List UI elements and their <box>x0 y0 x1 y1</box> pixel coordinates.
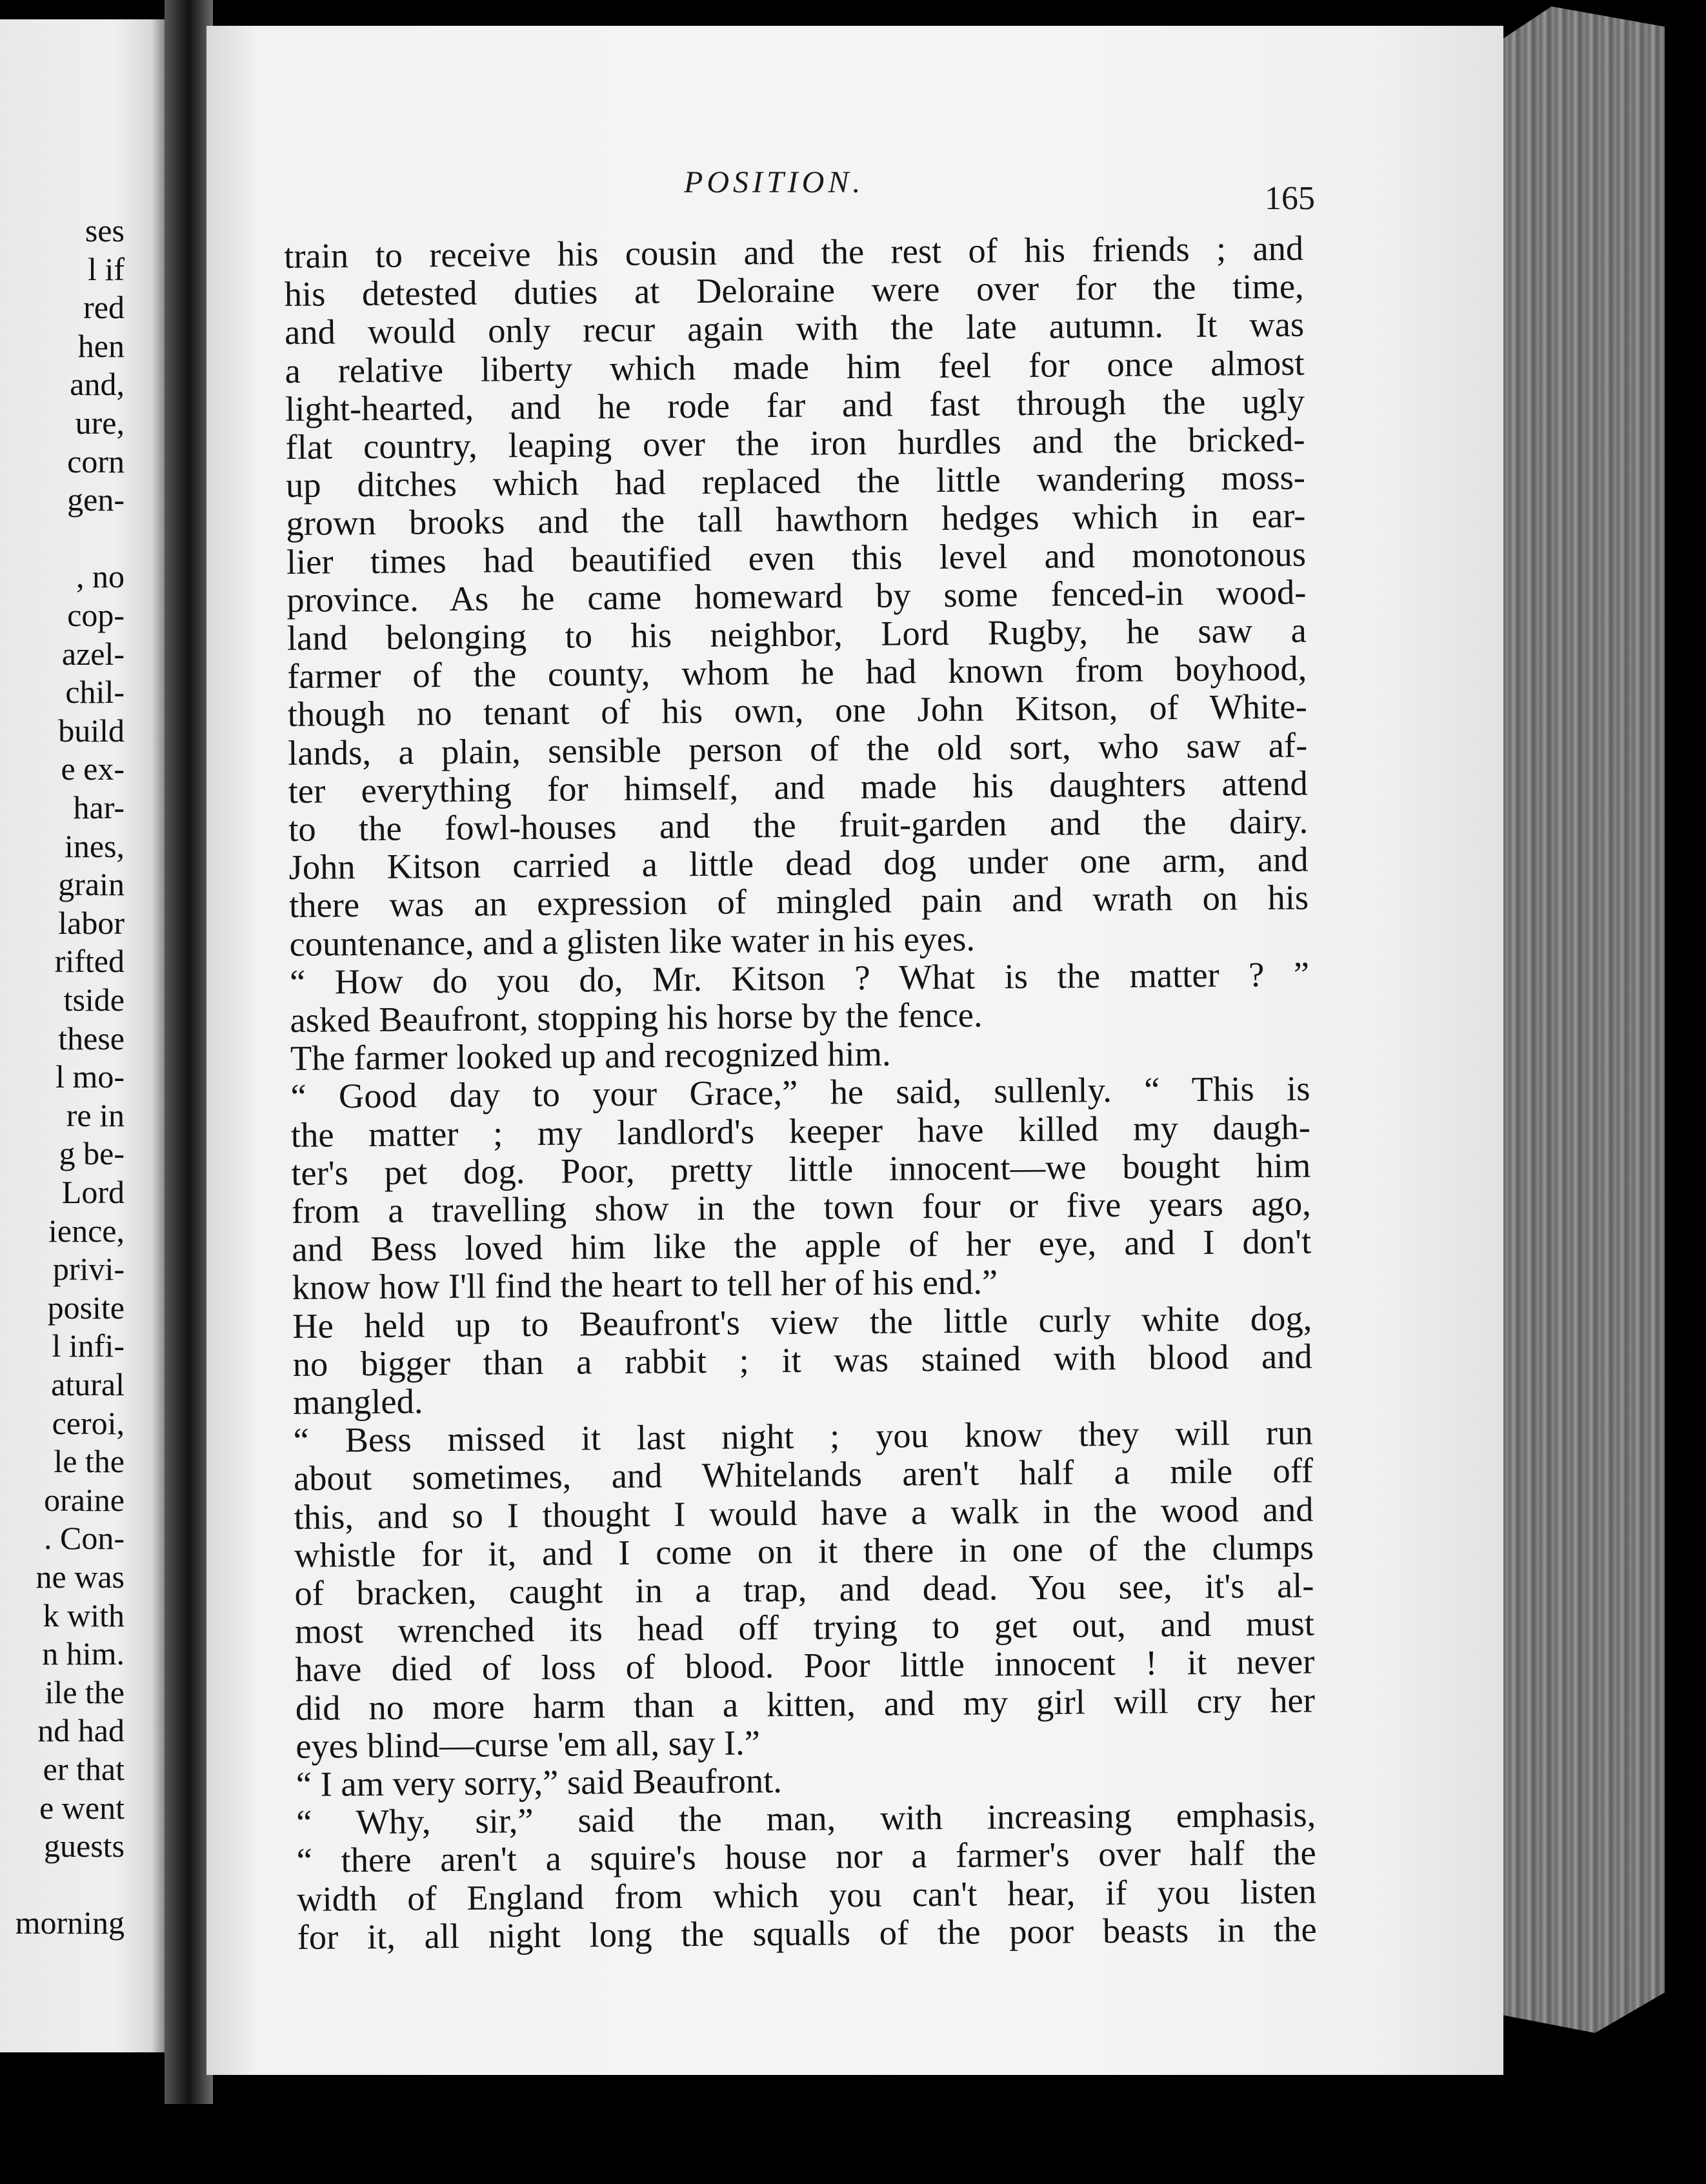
previous-page-line: azel- <box>61 635 125 672</box>
previous-page-line: these <box>58 1020 125 1057</box>
text-line: the matter ; my landlord's keeper have killed my daugh- <box>290 1107 1311 1155</box>
text-line: whistle for it, and I come on it there in one of the clumps <box>294 1527 1314 1575</box>
text-line: The farmer looked up and recognized him. <box>290 1033 891 1078</box>
previous-page-line: posite <box>47 1289 125 1326</box>
previous-page-line: corn <box>67 443 125 480</box>
previous-page-line: e ex- <box>61 751 125 787</box>
previous-page-line: er that <box>43 1751 125 1787</box>
previous-page-line: tside <box>63 982 125 1018</box>
text-line: ter everything for himself, and made his daughters attend <box>288 763 1308 811</box>
previous-page-line: oraine <box>44 1481 125 1518</box>
previous-page <box>0 19 165 2052</box>
text-line: there was an expression of mingled pain and wrath on his <box>288 877 1309 925</box>
previous-page-line: n him. <box>42 1635 125 1672</box>
page-number: 165 <box>1265 180 1315 217</box>
text-line: width of England from which you can't hear, if you listen <box>296 1871 1317 1919</box>
previous-page-line: hen <box>77 327 125 364</box>
previous-page-line: re in <box>66 1097 125 1133</box>
previous-page-line: chil- <box>65 674 125 711</box>
text-line: land belonging to his neighbor, Lord Rugby, he saw a <box>286 610 1307 658</box>
previous-page-line: ne was <box>35 1559 125 1595</box>
text-line: know how I'll find the heart to tell her of his end.” <box>292 1262 998 1308</box>
previous-page-line: guests <box>44 1828 125 1865</box>
previous-page-line: gen- <box>67 481 125 518</box>
text-line: have died of loss of blood. Poor little innocent ! it never <box>295 1641 1315 1690</box>
previous-page-line: ines, <box>64 827 125 864</box>
text-line: “ Bess missed it last night ; you know they will run <box>293 1412 1313 1461</box>
previous-page-line: . Con- <box>44 1520 125 1557</box>
text-line: for it, all night long the squalls of the poor beasts in the <box>297 1909 1317 1957</box>
previous-page-line: ses <box>85 212 125 248</box>
previous-page-line: le the <box>54 1443 125 1480</box>
text-line: mangled. <box>292 1381 423 1422</box>
previous-page-line: Lord <box>61 1174 125 1210</box>
text-line: light-hearted, and he rode far and fast through the ugly <box>285 381 1305 429</box>
previous-page-line: har- <box>73 789 125 825</box>
text-line: about sometimes, and Whitelands aren't half a mile off <box>293 1450 1314 1499</box>
previous-page-line: labor <box>58 904 125 941</box>
page-fore-edge <box>1490 6 1665 2033</box>
previous-page-line: rifted <box>54 943 125 980</box>
text-line: though no tenant of his own, one John Kitson, of White- <box>287 686 1307 734</box>
previous-page-line: red <box>83 289 125 326</box>
text-line: “ Good day to your Grace,” he said, sullenly. “ This is <box>290 1068 1310 1117</box>
previous-page-line: grain <box>58 866 125 903</box>
text-line: countenance, and a glisten like water in his eyes. <box>289 918 976 964</box>
text-line: most wrenched its head off trying to get out, and must <box>294 1603 1315 1652</box>
text-line: up ditches which had replaced the little wandering moss- <box>285 457 1306 505</box>
previous-page-line: atural <box>51 1366 125 1402</box>
text-line: ter's pet dog. Poor, pretty little innocent—we bought him <box>291 1145 1311 1193</box>
running-head: POSITION. <box>684 165 865 199</box>
text-line: asked Beaufront, stopping his horse by the fence. <box>290 995 983 1040</box>
text-line: John Kitson carried a little dead dog under one arm, and <box>288 839 1309 887</box>
previous-page-line: k with <box>43 1597 125 1633</box>
previous-page-line: g be- <box>59 1135 125 1172</box>
previous-page-line: ience, <box>48 1212 125 1249</box>
previous-page-line: ile the <box>45 1673 125 1710</box>
previous-page-line: cop- <box>67 597 125 633</box>
text-line: grown brooks and the tall hawthorn hedges which in ear- <box>286 495 1306 543</box>
text-line: this, and so I thought I would have a walk in the wood and <box>294 1489 1314 1537</box>
text-line: “ Why, sir,” said the man, with increasing emphasis, <box>296 1794 1316 1843</box>
text-line: province. As he came homeward by some fenced-in wood- <box>286 572 1307 620</box>
text-line: lands, a plain, sensible person of the old sort, who saw af- <box>288 725 1308 773</box>
text-line: flat country, leaping over the iron hurdles and the bricked- <box>285 419 1305 467</box>
text-line: “ How do you do, Mr. Kitson ? What is the matter ? ” <box>289 954 1310 1002</box>
text-line: did no more harm than a kitten, and my girl will cry her <box>295 1680 1316 1728</box>
text-line: of bracken, caught in a trap, and dead. You see, it's al- <box>294 1565 1314 1613</box>
text-line: from a travelling show in the town four or five years ago, <box>291 1183 1312 1231</box>
previous-page-line: , no <box>76 558 125 595</box>
book-gutter <box>165 0 213 2104</box>
text-line: to the fowl-houses and the fruit-garden and the dairy. <box>288 801 1309 849</box>
text-line: eyes blind—curse 'em all, say I.” <box>296 1723 761 1766</box>
text-line: a relative liberty which made him feel for once almost <box>285 343 1305 390</box>
previous-page-line: l infi- <box>52 1328 125 1364</box>
text-line: and would only recur again with the late autumn. It was <box>284 304 1305 352</box>
text-line: lier times had beautified even this level and monotonous <box>286 534 1307 581</box>
text-line: and Bess loved him like the apple of her eye, and I don't <box>292 1221 1312 1269</box>
text-line: train to receive his cousin and the rest of his friends ; and <box>283 228 1304 276</box>
text-line: “ there aren't a squire's house nor a farmer's over half the <box>296 1832 1316 1881</box>
previous-page-line: and, <box>70 366 125 403</box>
previous-page-line: ure, <box>75 405 125 441</box>
previous-page-line: morning <box>15 1905 125 1941</box>
previous-page-line: build <box>58 712 125 749</box>
text-line: no bigger than a rabbit ; it was stained with blood and <box>292 1336 1312 1384</box>
previous-page-line: privi- <box>52 1251 125 1288</box>
text-line: his detested duties at Deloraine were over for the time, <box>284 266 1304 314</box>
text-line: He held up to Beaufront's view the little curly white dog, <box>292 1298 1312 1346</box>
previous-page-line: e went <box>39 1789 125 1826</box>
previous-page-line: nd had <box>37 1712 125 1749</box>
text-line: farmer of the county, whom he had known from boyhood, <box>287 648 1307 696</box>
text-line: “ I am very sorry,” said Beaufront. <box>296 1761 783 1804</box>
previous-page-line: l if <box>88 250 125 287</box>
previous-page-line: l mo- <box>55 1058 125 1095</box>
previous-page-line: ceroi, <box>52 1404 125 1441</box>
